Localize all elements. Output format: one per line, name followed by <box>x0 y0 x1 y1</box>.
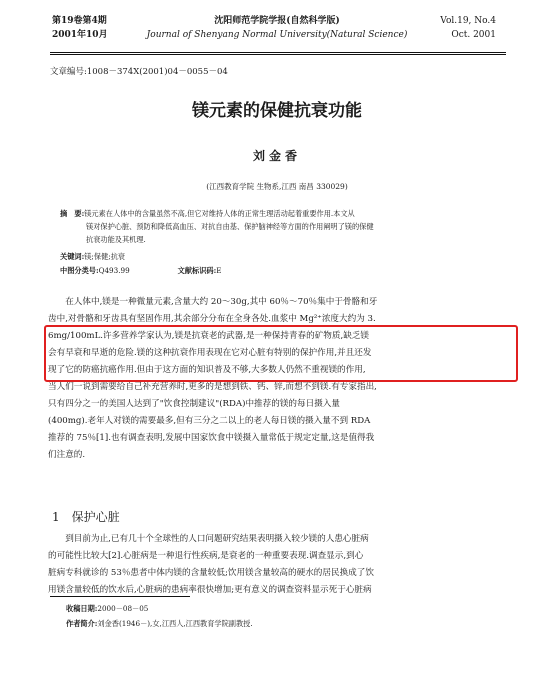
intro-line-1: 在人体中,镁是一种微量元素,含量大约 20～30g,其中 60％～70％集中于骨骼和牙 <box>65 297 378 307</box>
intro-line-9: 推荐的 75％[1].也有调查表明,发展中国家饮食中镁摄入量常低于规定定量,这是值得我 <box>48 433 375 443</box>
intro-line-5: 现了它的防癌抗癌作用.但由于这方面的知识普及不够,大多数人仍然不重视镁的作用, <box>48 365 366 375</box>
abstract-line-1: 摘 要:镁元素在人体中的含量虽然不高,但它对维持人体的正常生理活动起着重要作用.本文从 <box>60 209 355 218</box>
header-rule-top <box>50 52 506 53</box>
section-line-2: 的可能性比较大[2].心脏病是一种退行性疾病,是衰老的一种重要表现.调查显示,到心 <box>48 551 364 561</box>
author-bio-label: 作者简介: <box>66 619 98 628</box>
article-number: 文章编号:1008－374X(2001)04－0055－04 <box>50 67 228 77</box>
section-heading <box>52 508 120 525</box>
abstract-line-3: 抗衰功能及其机理. <box>86 235 146 244</box>
abstract-line-2: 镁对保护心脏、预防和降低高血压、对抗自由基、保护脑神经等方面的作用阐明了镁的保健 <box>86 222 374 231</box>
received-date <box>66 604 148 614</box>
paper-title: 镁元素的保健抗衰功能 <box>192 101 362 121</box>
highlight-box <box>44 325 518 382</box>
abstract-label: 摘 要: <box>60 209 85 218</box>
section-1-paragraph <box>48 531 510 599</box>
journal-title-en: Journal of Shenyang Normal University(Natural Science) <box>146 30 408 40</box>
author-bio-text: 刘金香(1946－),女,江西人,江西教育学院副教授. <box>97 619 253 628</box>
volume-issue: 第19卷第4期 <box>52 16 107 26</box>
classification-code: Q493.99 <box>98 266 130 275</box>
doc-code: E <box>216 266 222 275</box>
doc-code-label: 文献标识码: <box>177 266 217 275</box>
section-line-1: 到目前为止,已有几十个全球性的人口问题研究结果表明摄入较少镁的人患心脏病 <box>65 534 369 544</box>
intro-line-3: 6mg/100mL.许多营养学家认为,镁是抗衰老的武器,是一种保持青春的矿物质,缺乏镁 <box>48 331 370 341</box>
classification-label: 中图分类号: <box>60 266 99 275</box>
author-bio <box>66 619 253 629</box>
keywords-text: 镁;保健;抗衰 <box>84 252 125 261</box>
intro-line-2: 齿中,对骨骼和牙齿具有坚固作用,其余部分分布在全身各处.血浆中 Mg²⁺浓度大约为 3. <box>48 314 376 324</box>
intro-line-7: 只有四分之一的美国人达到了"饮食控制建议"(RDA)中推荐的镁的每日摄入量 <box>48 399 340 409</box>
received-value: 2000－08－05 <box>97 604 149 613</box>
section-line-3: 脏病专科就诊的 53％患者中体内镁的含量较低;饮用镁含量较高的硬水的居民换成了饮 <box>48 568 374 578</box>
journal-header <box>0 14 554 54</box>
keywords-label: 关键词: <box>60 252 85 261</box>
section-number: 1 <box>52 510 60 524</box>
intro-line-8: (400mg).老年人对镁的需要最多,但有三分之二以上的老人每日镁的摄入量不到 RDA <box>48 416 371 426</box>
section-title: 保护心脏 <box>71 510 120 524</box>
section-line-4: 用镁含量较低的饮水后,心脏病的患病率很快增加;更有意义的调查资料显示死于心脏病 <box>48 585 372 595</box>
received-label: 收稿日期: <box>66 604 98 613</box>
author-name: 刘金香 <box>252 149 301 163</box>
publish-date: 2001年10月 <box>52 30 108 40</box>
author-affiliation: (江西教育学院 生物系,江西 南昌 330029) <box>206 182 348 191</box>
intro-line-4: 会有早衰和早逝的危险.镁的这种抗衰作用表现在它对心脏有特别的保护作用,并且还发 <box>48 348 372 358</box>
abstract <box>60 207 460 246</box>
footnote-rule <box>50 596 190 597</box>
publish-date-en: Oct. 2001 <box>451 30 496 40</box>
issue-info-en <box>440 14 496 42</box>
keywords <box>60 252 125 262</box>
journal-title-cn: 沈阳师范学院学报(自然科学版) <box>214 16 340 26</box>
intro-line-10: 们注意的. <box>48 450 86 460</box>
volume-number: Vol.19, No.4 <box>440 16 496 26</box>
header-rule-bottom <box>50 54 506 55</box>
classification <box>60 266 221 276</box>
intro-line-6: 当人们一说到需要给自己补充营养时,更多的是想到铁、钙、锌,而想不到镁.有专家指出, <box>48 382 377 392</box>
